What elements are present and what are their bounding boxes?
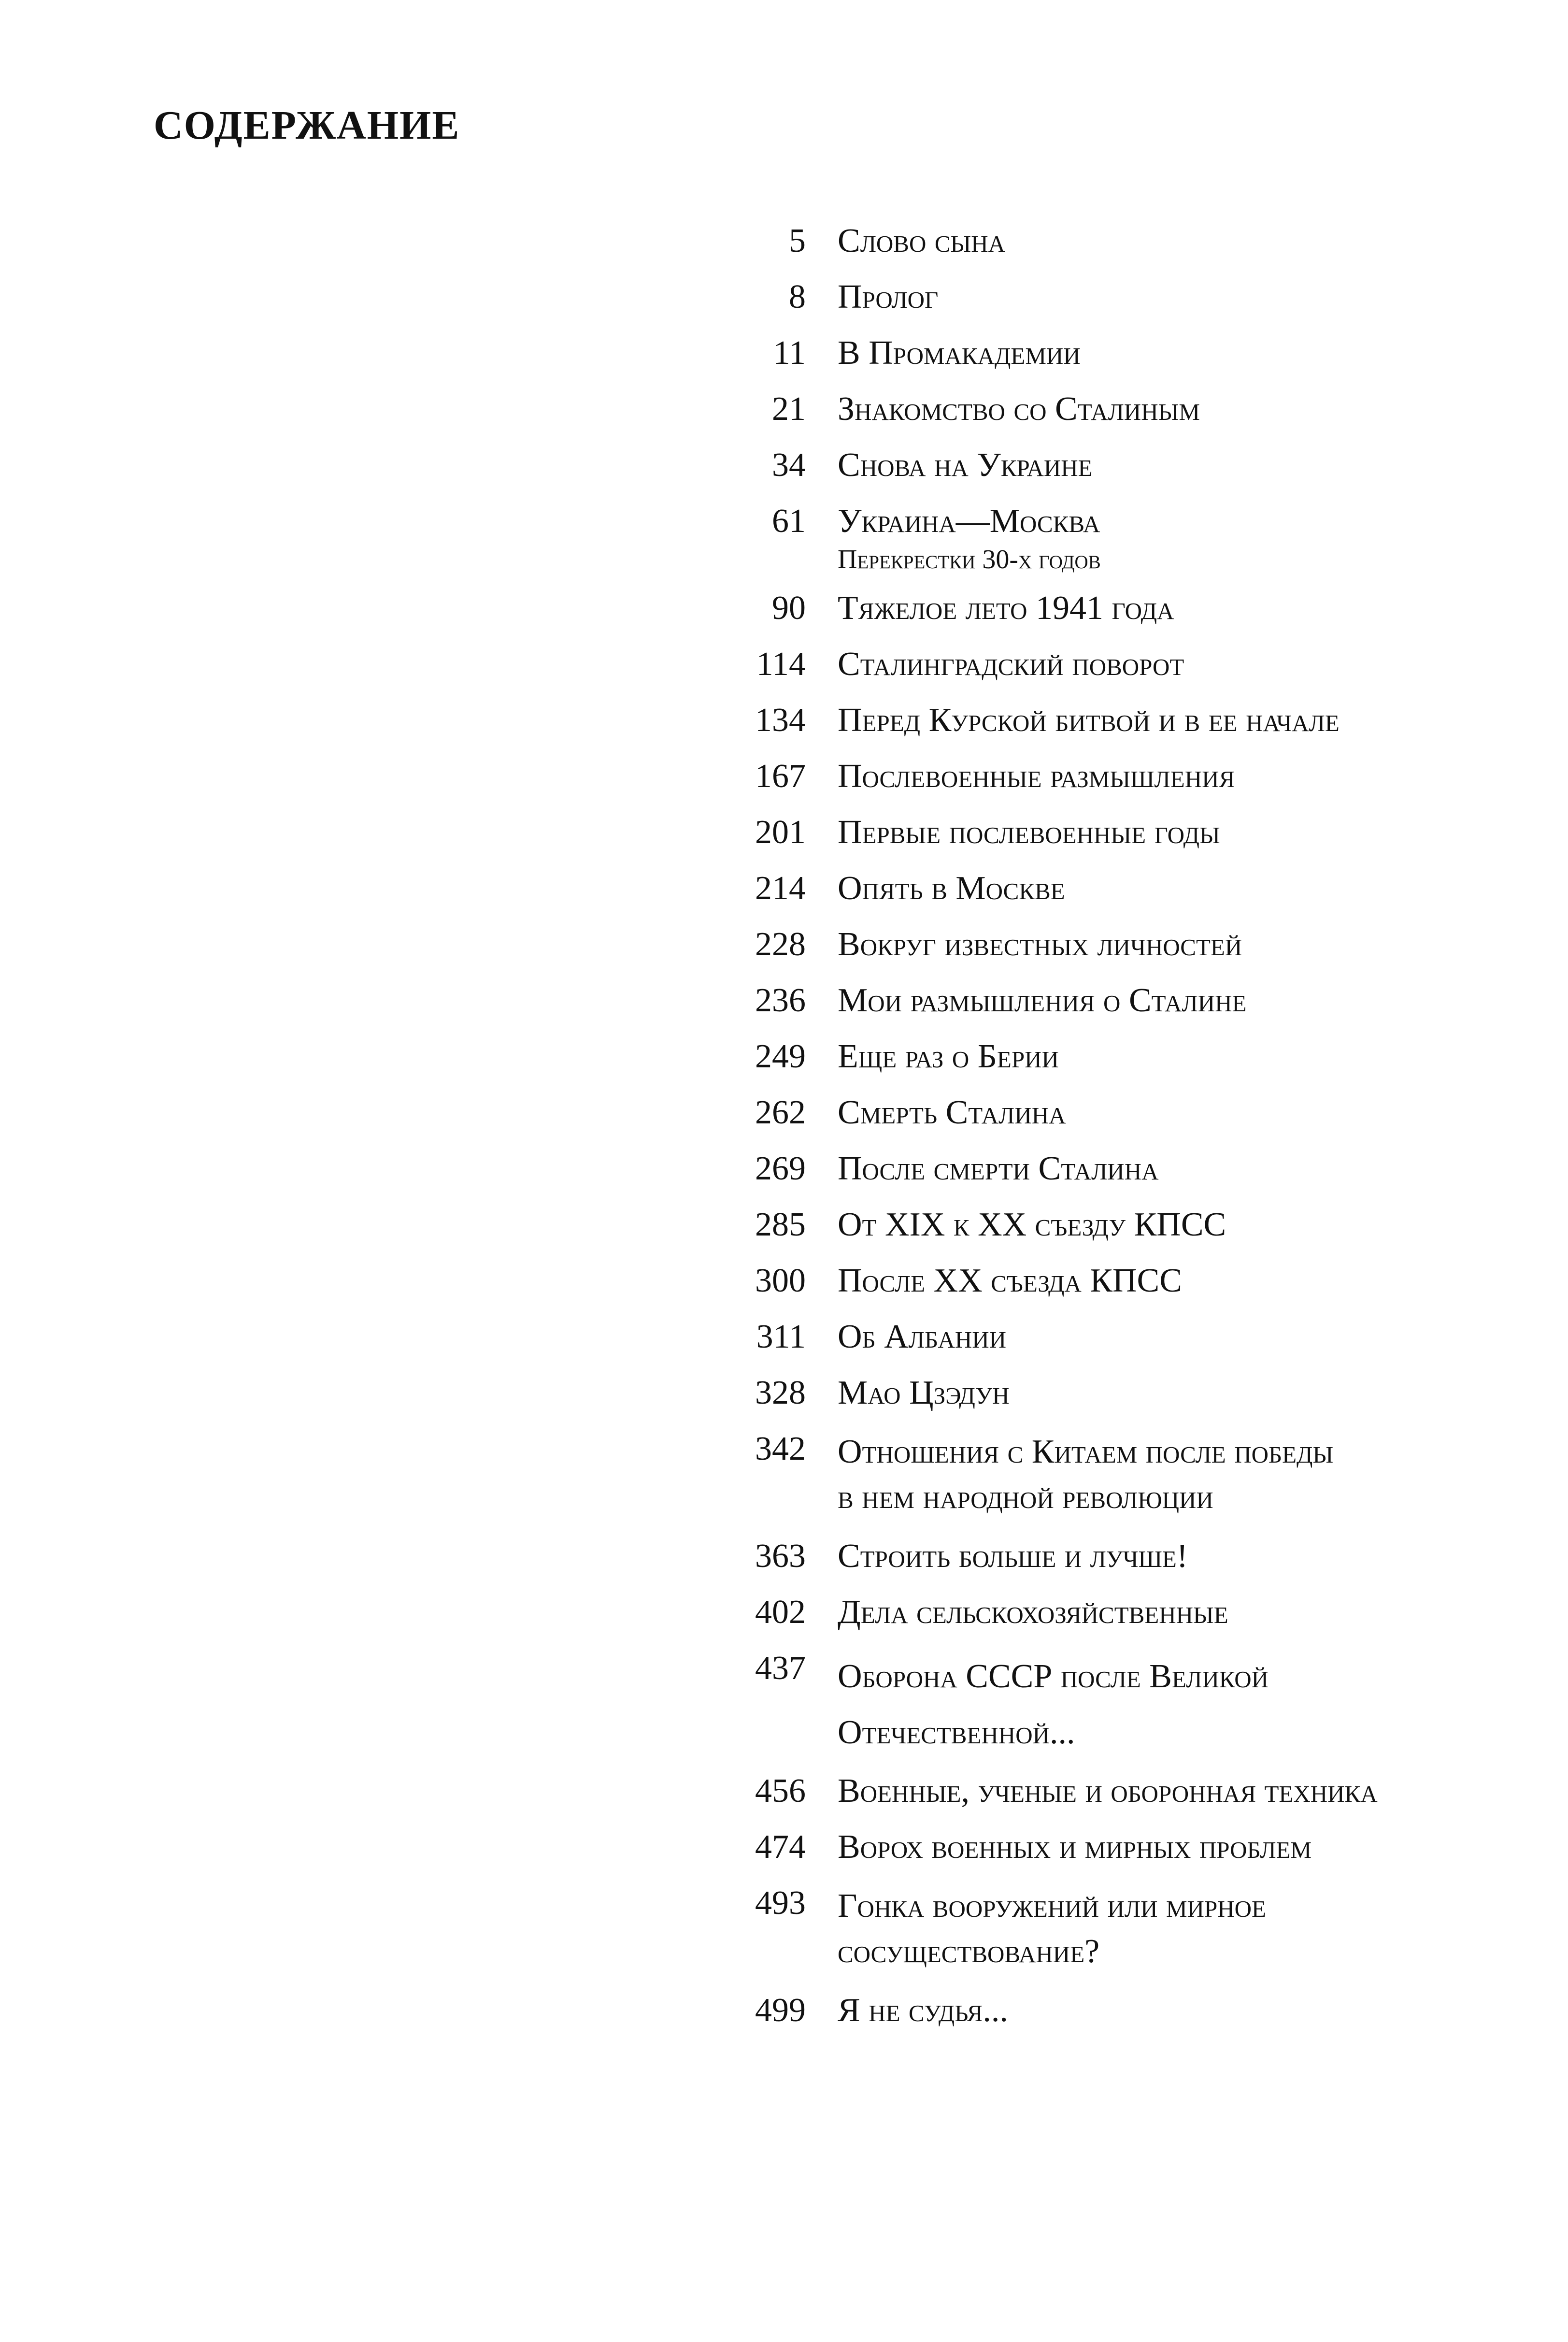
toc-title: В Промакадемии — [838, 334, 1081, 372]
toc-page-number: 456 — [755, 1772, 806, 1810]
toc-title: Оборона СССР после Великой Отечественной... — [838, 1658, 1269, 1751]
toc-page-number: 474 — [755, 1828, 806, 1866]
toc-entry — [725, 1037, 1522, 1077]
toc-entry — [725, 757, 1522, 796]
toc-title: Мао Цзэдун — [838, 1374, 1010, 1411]
toc-page-number: 249 — [755, 1038, 806, 1075]
toc-subtitle: Перекрестки 30-х годов — [838, 545, 1101, 575]
toc-page-number: 300 — [755, 1262, 806, 1299]
toc-title: Смерть Сталина — [838, 1094, 1066, 1131]
toc-entry — [725, 589, 1522, 628]
toc-title: Тяжелое лето 1941 года — [838, 589, 1174, 627]
toc-entry — [725, 1373, 1522, 1413]
toc-page-number: 437 — [755, 1650, 806, 1687]
toc-title: После XX съезда КПСС — [838, 1262, 1182, 1299]
toc-entry — [725, 221, 1522, 261]
toc-title: Первые послевоенные годы — [838, 814, 1220, 851]
toc-title: Сталинградский поворот — [838, 646, 1184, 683]
toc-page-number: 363 — [755, 1537, 806, 1575]
toc-page-number: 61 — [772, 503, 806, 540]
toc-page-number: 493 — [755, 1884, 806, 1922]
toc-title: Отношения с Китаем после победы в нем народной революции — [838, 1433, 1334, 1516]
toc-title: Дела сельскохозяйственные — [838, 1594, 1228, 1631]
toc-page-number: 285 — [755, 1206, 806, 1243]
toc-page-number: 167 — [755, 758, 806, 795]
toc-page-number: 214 — [755, 870, 806, 907]
toc-entry — [725, 1261, 1522, 1301]
toc-entry — [725, 1205, 1522, 1245]
toc-entry — [725, 1593, 1522, 1632]
toc-title: Знакомство со Сталиным — [838, 390, 1200, 428]
toc-title: Вокруг известных личностей — [838, 926, 1242, 963]
toc-title: Перед Курской битвой и в ее начале — [838, 702, 1340, 739]
toc-title: Еще раз о Берии — [838, 1038, 1059, 1075]
toc-page-number: 114 — [756, 646, 806, 683]
contents-heading: СОДЕРЖАНИЕ — [154, 103, 460, 148]
toc-entry — [725, 445, 1522, 485]
toc-page-number: 34 — [772, 446, 806, 484]
toc-title: Украина—Москва — [838, 503, 1100, 540]
toc-entry — [725, 1649, 1522, 1761]
toc-page-number: 228 — [755, 926, 806, 963]
toc-page-number: 90 — [772, 589, 806, 627]
toc-entry — [725, 277, 1522, 317]
toc-page-number: 11 — [773, 334, 806, 372]
toc-page-number: 269 — [755, 1150, 806, 1187]
toc-entry — [725, 645, 1522, 684]
toc-entry — [725, 389, 1522, 429]
toc-page-number: 262 — [755, 1094, 806, 1131]
toc-page-number: 21 — [772, 390, 806, 428]
toc-title: Слово сына — [838, 222, 1006, 259]
toc-page-number: 499 — [755, 1992, 806, 2029]
toc-entry — [725, 1827, 1522, 1867]
toc-page-number: 328 — [755, 1374, 806, 1411]
toc-entry — [725, 1771, 1522, 1811]
toc-entry — [725, 1537, 1522, 1576]
toc-entry — [725, 869, 1522, 908]
toc-title: Пролог — [838, 278, 939, 316]
toc-entry — [725, 1317, 1522, 1357]
toc-page-number: 201 — [755, 814, 806, 851]
toc-title: Гонка вооружений или мирное сосуществование? — [838, 1887, 1266, 1970]
toc-title: Ворох военных и мирных проблем — [838, 1828, 1312, 1866]
toc-title: После смерти Сталина — [838, 1150, 1159, 1187]
toc-page-number: 342 — [755, 1430, 806, 1467]
toc-entry — [725, 813, 1522, 852]
toc-entry — [725, 701, 1522, 740]
toc-title: Послевоенные размышления — [838, 758, 1235, 795]
toc-page-number: 311 — [756, 1318, 806, 1355]
toc-title: Об Албании — [838, 1318, 1007, 1355]
toc-page-number: 5 — [789, 222, 806, 259]
toc-page-number: 134 — [755, 702, 806, 739]
toc-title: Строить больше и лучше! — [838, 1537, 1188, 1575]
toc-entry — [725, 1429, 1522, 1520]
toc-title: Мои размышления о Сталине — [838, 982, 1247, 1019]
toc-entry — [725, 1883, 1522, 1974]
toc-page-number: 8 — [789, 278, 806, 316]
toc-entry — [725, 1093, 1522, 1133]
toc-title: Опять в Москве — [838, 870, 1065, 907]
toc-title: Я не судья... — [838, 1992, 1008, 2029]
toc-entry — [725, 1149, 1522, 1189]
toc-page-number: 236 — [755, 982, 806, 1019]
toc-entry — [725, 333, 1522, 373]
toc-title: Военные, ученые и оборонная техника — [838, 1772, 1378, 1810]
toc-entry — [725, 1991, 1522, 2030]
table-of-contents — [725, 221, 1522, 2047]
toc-page-number: 402 — [755, 1594, 806, 1631]
toc-title: От XIX к XX съезду КПСС — [838, 1206, 1226, 1243]
toc-entry — [725, 502, 1522, 578]
toc-title: Снова на Украине — [838, 446, 1093, 484]
toc-entry — [725, 925, 1522, 964]
toc-entry — [725, 981, 1522, 1020]
